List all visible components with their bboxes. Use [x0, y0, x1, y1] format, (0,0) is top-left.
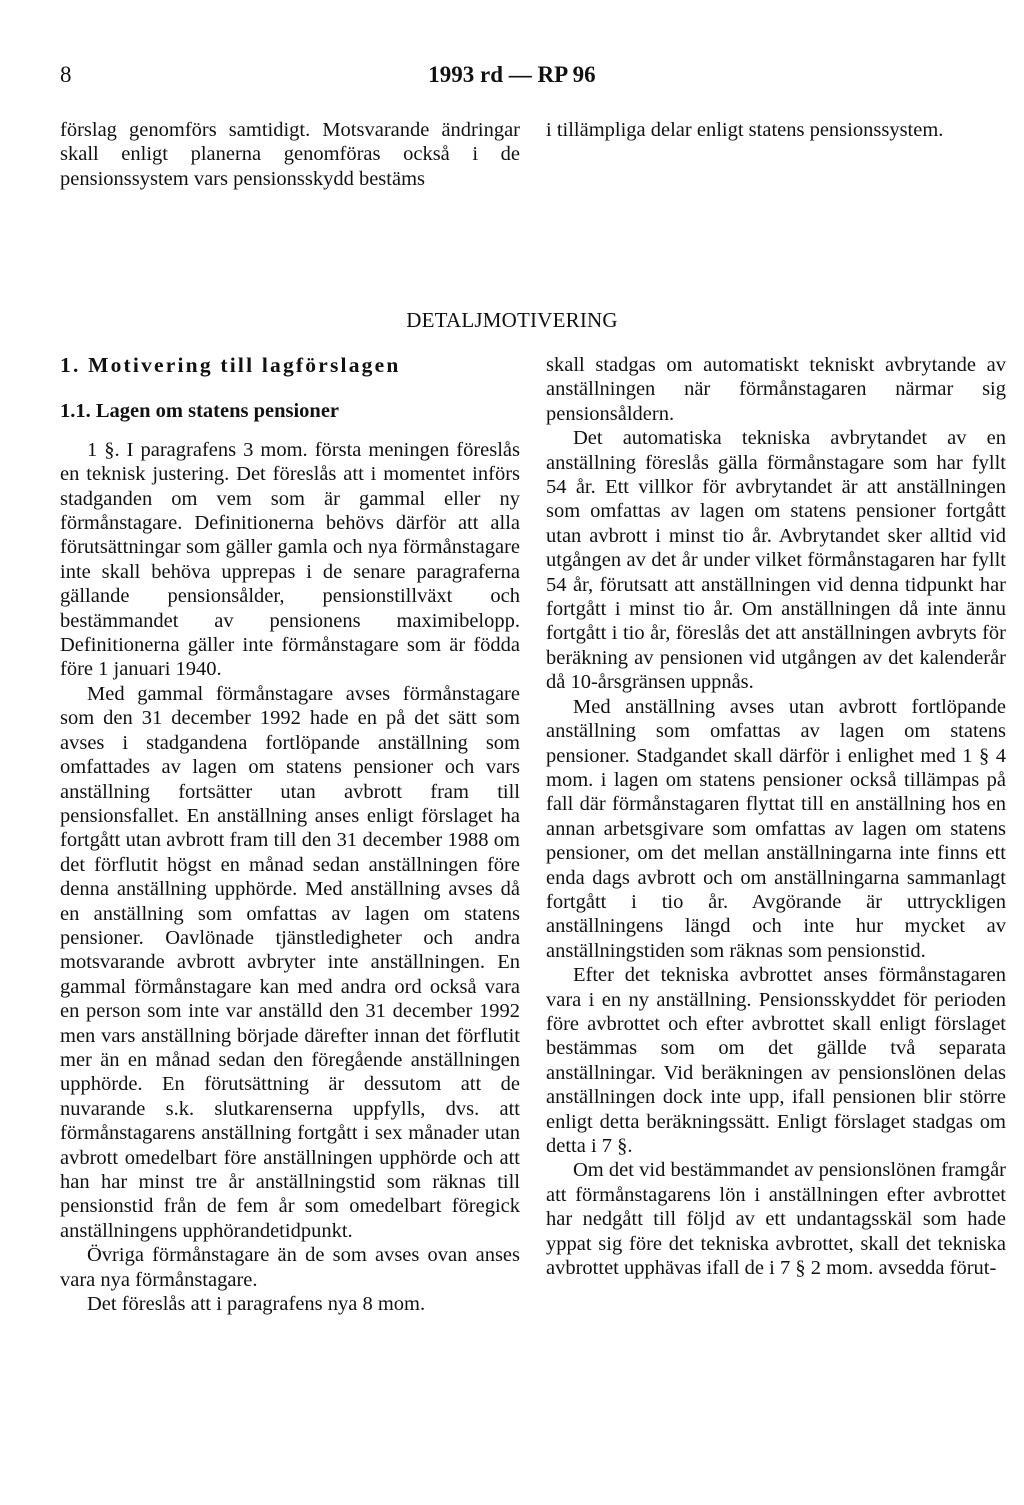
paragraph: Med gammal förmånstagare avses förmånstagare som den 31 december 1992 hade en på det sätt som avses i stadgandena fortlöpande anställning som omfattades av lagen om statens pensioner och vars anställning fortsätter utan avbrott fram till pensionsfallet. En anställning anses enligt förslaget ha fortgått utan avbrott fram till den 31 december 1988 om det förflutit högst en månad sedan anställningen före denna anställning upphörde. Med anställning avses då en anställning som omfattas av lagen om statens pensioner. Oavlönade tjänstledigheter och andra motsvarande avbrott avbryter inte anställningen. En gammal förmånstagare kan med andra ord också vara en person som inte var anställd den 31 december 1992 men vars anställning började därefter innan det förflutit mer än en månad sedan den föregående anställningen upphörde. En förutsättning är dessutom att de nuvarande s.k. slutkarenserna uppfylls, dvs. att förmånstagarens anställning fortgått i sex månader utan avbrott omedelbart före anställningen upphörde och att han har minst tre år anställningstid som räknas till pensionstid från de fem år som omedelbart föregick anställningens upphörandetidpunkt. [60, 682, 520, 1242]
paragraph: Om det vid bestämmandet av pensionslönen framgår att förmånstagarens lön i anställningen efter avbrottet har nedgått till följd av ett undantagsskäl som hade yppat sig före det tekniska avbrottet, skall det tekniska avbrottet upphävas ifall de i 7 § 2 mom. avsedda förut- [546, 1159, 1006, 1280]
subsection-heading: 1.1. Lagen om statens pensioner [60, 400, 340, 423]
paragraph: Övriga förmånstagare än de som avses ovan anses vara nya förmånstagare. [60, 1244, 520, 1291]
paragraph: Efter det tekniska avbrottet anses förmånstagaren vara i en ny anställning. Pensionsskyddet för perioden före avbrottet och efter avbrottet skall enligt förslaget bestämmas som om det gällde två separata anställningar. Vid beräkningen av pensionslönen delas anställningen dock inte upp, ifall pensionen blir större enligt detta beräkningssätt. Enligt förslaget stadgas om detta i 7 §. [546, 964, 1006, 1157]
running-head: 1993 rd — RP 96 [428, 62, 596, 87]
intro-left-column [60, 118, 520, 191]
main-heading: DETALJMOTIVERING [406, 308, 618, 332]
page-number: 8 [60, 62, 72, 87]
intro-right-text: i tillämpliga delar enligt statens pensionssystem. [546, 119, 944, 141]
section-heading: 1. Motivering till lagförslagen [60, 353, 401, 377]
paragraph: skall stadgas om automatiskt tekniskt avbrytande av anställningen när förmånstagaren närmar sig pensionsåldern. [546, 354, 1006, 425]
paragraph: Det föreslås att i paragrafens nya 8 mom. [87, 1293, 426, 1316]
paragraph: 1 §. I paragrafens 3 mom. första meningen föreslås en teknisk justering. Det föreslås att i momentet införs stadganden om vem som är gammal eller ny förmånstagare. Definitionerna behövs därför att alla förutsättningar som gäller gamla och nya förmånstagare inte skall behöva upprepas i de senare paragraferna gällande pensionsålder, pensionstillväxt och bestämmandet av pensionens maximibelopp. Definitionerna gäller inte förmånstagare som är födda före 1 januari 1940. [60, 438, 520, 681]
right-column [546, 353, 1006, 1280]
intro-right-column [546, 118, 1006, 142]
paragraph: Med anställning avses utan avbrott fortlöpande anställning som omfattas av lagen om statens pensioner. Stadgandet skall därför i enlighet med 1 § 4 mom. i lagen om statens pensioner också tillämpas på fall där förmånstagaren flyttat till en anställning hos en annan arbetsgivare som omfattas av lagen om statens pensioner, om det mellan anställningarna inte finns ett enda dags avbrott och om anställningarna sammanlagt fortgått i tio år. Avgörande är uttryckligen anställningens längd och inte hur mycket av anställningstiden som räknas som pensionstid. [546, 695, 1006, 962]
paragraph: Det automatiska tekniska avbrytandet av en anställning föreslås gälla förmånstagare som har fyllt 54 år. Ett villkor för avbrytandet är att anställningen som omfattas av lagen om statens pensioner fortgått utan avbrott i minst tio år. Avbrytandet sker alltid vid utgången av det år under vilket förmånstagaren har fyllt 54 år, förutsatt att anställningen vid denna tidpunkt har fortgått i minst tio år. Om anställningen då inte ännu fortgått i tio år, föreslås det att anställningen avbryts för beräkning av pensionen vid utgången av det kalenderår då 10-årsgränsen uppnås. [546, 427, 1006, 694]
left-column [60, 353, 520, 1316]
intro-left-text: förslag genomförs samtidigt. Motsvarande ändringar skall enligt planerna genomföras också i de pensionssystem vars pensionsskydd bestäms [60, 119, 520, 190]
